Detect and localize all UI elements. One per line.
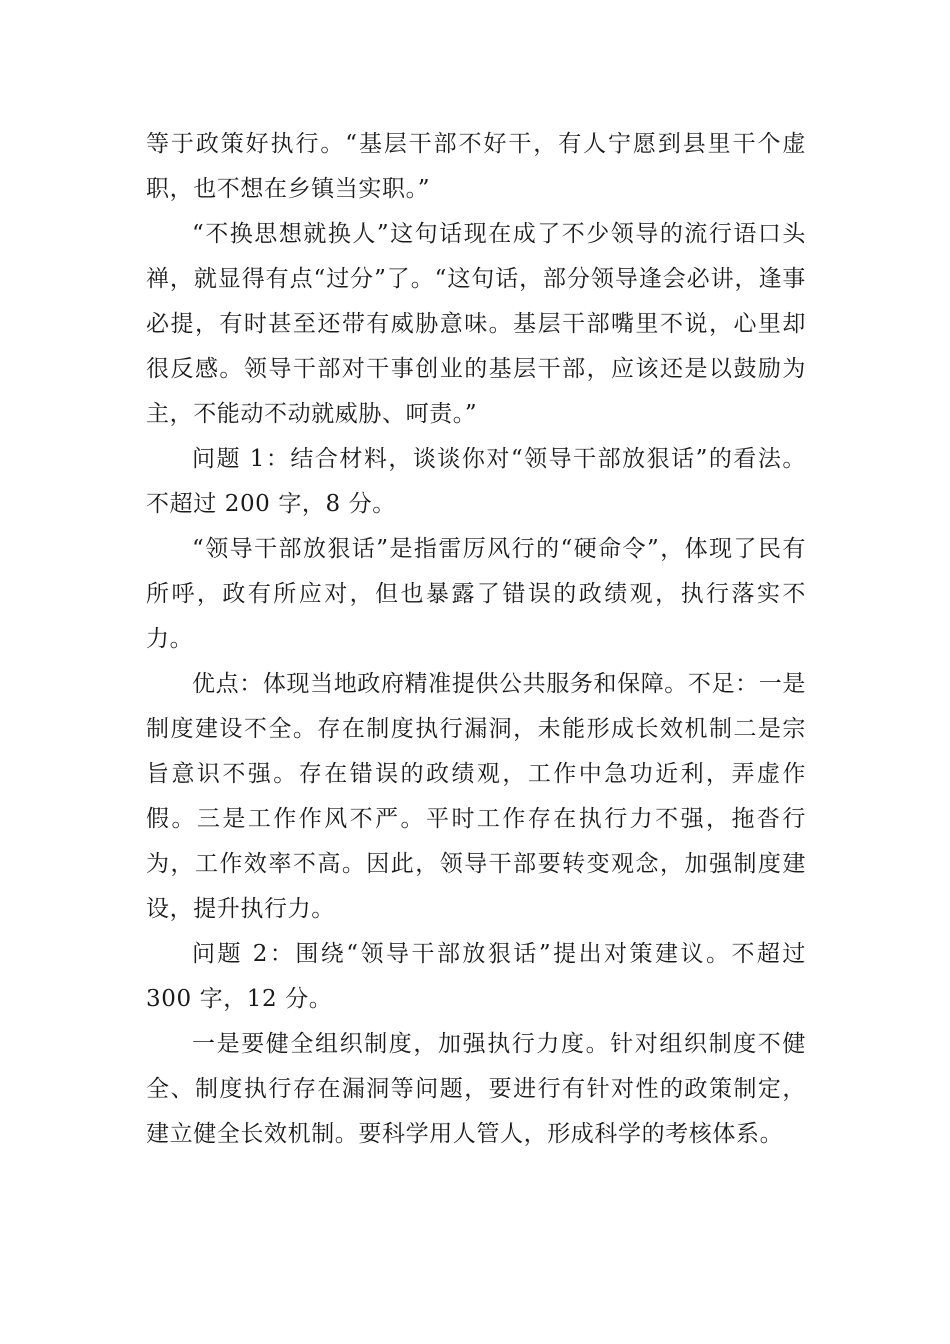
question-1: 问题 1：结合材料，谈谈你对“领导干部放狠话”的看法。不超过 200 字，8 分。 bbox=[146, 446, 806, 517]
answer-1-summary: “领导干部放狠话”是指雷厉风行的“硬命令”，体现了民有所呼，政有所应对，但也暴露了错误的政绩观，执行落实不力。 bbox=[146, 536, 806, 652]
paragraph-quote: “不换思想就换人”这句话现在成了不少领导的流行语口头禅，就显得有点“过分”了。“这句话，部分领导逢会必讲，逢事必提，有时甚至还带有威胁意味。基层干部嘴里不说，心里却很反感。领导干部对干事创业的基层干部，应该还是以鼓励为主，不能动不动就威胁、呵责。” bbox=[146, 221, 806, 427]
answer-2-point-1: 一是要健全组织制度，加强执行力度。针对组织制度不健全、制度执行存在漏洞等问题，要进行有针对性的政策制定，建立健全长效机制。要科学用人管人，形成科学的考核体系。 bbox=[146, 1031, 806, 1147]
question-2: 问题 2：围绕“领导干部放狠话”提出对策建议。不超过 300 字，12 分。 bbox=[146, 941, 806, 1012]
paragraph-continuation: 等于政策好执行。“基层干部不好干，有人宁愿到县里干个虚职，也不想在乡镇当实职。” bbox=[146, 131, 806, 202]
document-body bbox=[146, 122, 806, 1157]
answer-1-analysis: 优点：体现当地政府精准提供公共服务和保障。不足：一是制度建设不全。存在制度执行漏洞，未能形成长效机制二是宗旨意识不强。存在错误的政绩观，工作中急功近利，弄虚作假。三是工作作风不严。平时工作存在执行力不强，拖沓行为，工作效率不高。因此，领导干部要转变观念，加强制度建设，提升执行力。 bbox=[146, 671, 806, 922]
